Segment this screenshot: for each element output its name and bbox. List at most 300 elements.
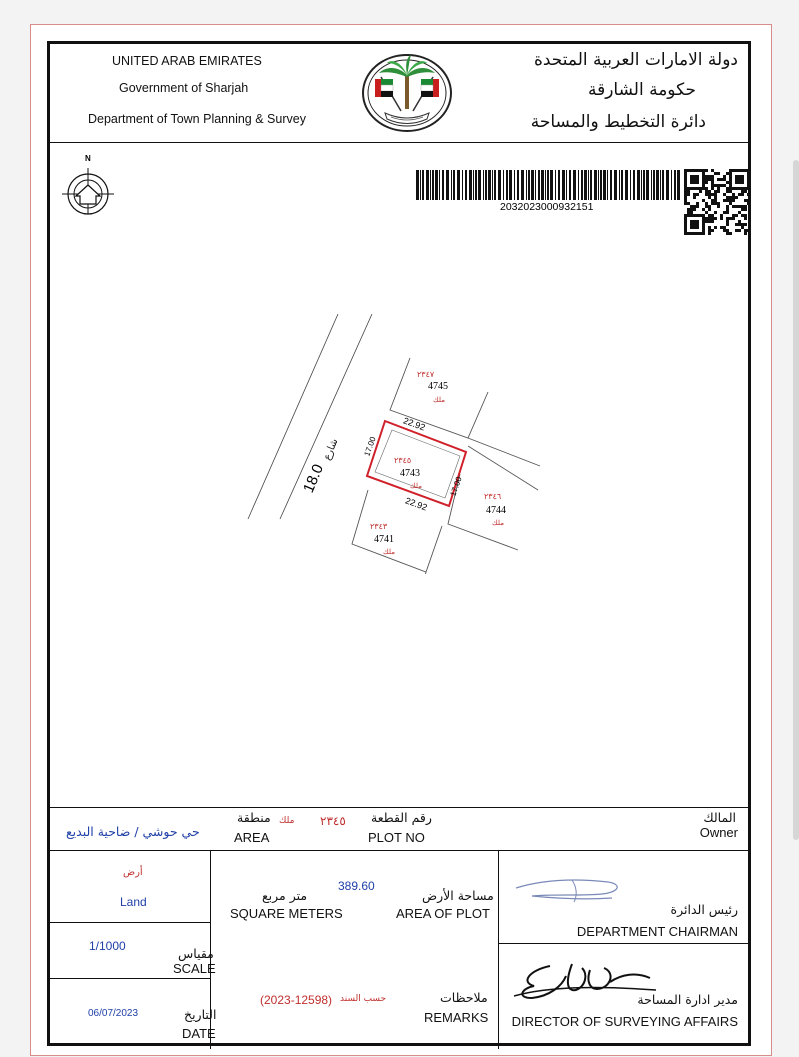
- barcode-bar: [569, 170, 571, 200]
- plot-label-en: PLOT NO: [368, 830, 425, 845]
- plot-number: 4741: [374, 534, 394, 545]
- qr-module: [687, 214, 690, 217]
- land-divider: [50, 922, 210, 923]
- qr-module: [690, 208, 693, 211]
- qr-module: [732, 196, 735, 199]
- qr-module: [690, 178, 693, 181]
- dim-bottom-label: 22.92: [403, 495, 429, 513]
- qr-module: [720, 178, 723, 181]
- signature-icon: [512, 872, 632, 906]
- qr-module: [726, 181, 729, 184]
- qr-module: [714, 184, 717, 187]
- qr-module: [708, 217, 711, 220]
- area-value-number: 389.60: [338, 879, 375, 893]
- qr-module: [747, 169, 750, 172]
- chairman-divider: [498, 943, 748, 944]
- barcode-bar: [478, 170, 481, 200]
- barcode-bar: [547, 170, 549, 200]
- qr-module: [687, 193, 690, 196]
- qr-module: [741, 208, 744, 211]
- qr-module: [687, 232, 690, 235]
- qr-module: [708, 229, 711, 232]
- qr-module: [711, 181, 714, 184]
- qr-module: [741, 181, 744, 184]
- qr-module: [693, 208, 696, 211]
- scale-ar: مقياس: [178, 946, 214, 961]
- area-label-en: AREA: [234, 830, 270, 845]
- barcode-bar: [555, 170, 556, 200]
- qr-module: [741, 223, 744, 226]
- qr-module: [735, 181, 738, 184]
- barcode-bar: [600, 170, 602, 200]
- area-value: حي حوشي / ضاحية البديع: [66, 824, 200, 839]
- qr-module: [711, 178, 714, 181]
- qr-module: [744, 190, 747, 193]
- country-en: UNITED ARAB EMIRATES: [112, 54, 262, 68]
- qr-module: [705, 217, 708, 220]
- qr-module: [693, 205, 696, 208]
- qr-module: [693, 181, 696, 184]
- qr-module: [702, 232, 705, 235]
- qr-module: [717, 172, 720, 175]
- qr-module: [702, 184, 705, 187]
- qr-module: [702, 178, 705, 181]
- qr-module: [684, 181, 687, 184]
- road-edge-right: [280, 314, 372, 519]
- qr-module: [747, 229, 750, 232]
- plot-map-drawing: [220, 314, 580, 574]
- qr-module: [738, 223, 741, 226]
- qr-module: [729, 202, 732, 205]
- qr-module: [744, 205, 747, 208]
- qr-module: [684, 175, 687, 178]
- qr-module: [696, 232, 699, 235]
- qr-module: [696, 202, 699, 205]
- area-plot-ar: مساحة الأرض: [422, 888, 494, 903]
- qr-module: [699, 187, 702, 190]
- qr-module: [702, 175, 705, 178]
- road-width-label: 18.0: [300, 461, 328, 496]
- qr-module: [714, 226, 717, 229]
- qr-module: [687, 187, 690, 190]
- barcode-bar: [588, 170, 589, 200]
- qr-module: [729, 190, 732, 193]
- qr-module: [714, 190, 717, 193]
- qr-module: [708, 205, 711, 208]
- qr-module: [711, 193, 714, 196]
- barcode-bar: [566, 170, 567, 200]
- date-value: 06/07/2023: [88, 1008, 139, 1019]
- qr-module: [726, 211, 729, 214]
- qr-module: [705, 169, 708, 172]
- remarks-value: (2023-12598): [260, 993, 333, 1007]
- qr-module: [726, 172, 729, 175]
- qr-module: [741, 214, 744, 217]
- dept-chair-en: DEPARTMENT CHAIRMAN: [576, 924, 738, 939]
- barcode-bar: [656, 170, 659, 200]
- qr-module: [690, 220, 693, 223]
- barcode-bar: [614, 170, 617, 200]
- qr-module: [711, 175, 714, 178]
- barcode-bar: [541, 170, 544, 200]
- qr-module: [684, 193, 687, 196]
- qr-module: [702, 226, 705, 229]
- qr-module: [699, 232, 702, 235]
- scale-divider: [50, 978, 210, 979]
- qr-module: [684, 187, 687, 190]
- qr-module: [696, 205, 699, 208]
- qr-module: [732, 187, 735, 190]
- qr-module: [705, 211, 708, 214]
- qr-module: [735, 223, 738, 226]
- qr-module: [690, 205, 693, 208]
- plot-value: ٢٣٤٥: [320, 814, 346, 828]
- qr-module: [738, 187, 741, 190]
- qr-module: [723, 178, 726, 181]
- barcode-bar: [610, 170, 612, 200]
- qr-module: [717, 184, 720, 187]
- barcode-bar: [590, 170, 592, 200]
- qr-module: [702, 214, 705, 217]
- qr-module: [738, 181, 741, 184]
- qr-module: [708, 232, 711, 235]
- director-en: DIRECTOR OF SURVEYING AFFAIRS: [511, 1014, 738, 1029]
- barcode-bar: [643, 170, 645, 200]
- middle-column-divider: [498, 850, 499, 1049]
- qr-module: [732, 205, 735, 208]
- plot-tag: ملك: [383, 549, 395, 556]
- document-frame: [47, 41, 751, 1046]
- header-divider: [50, 142, 748, 143]
- barcode-bar: [453, 170, 455, 200]
- qr-module: [711, 184, 714, 187]
- qr-module: [726, 217, 729, 220]
- qr-module: [726, 199, 729, 202]
- qr-module: [696, 226, 699, 229]
- owner-label-en: Owner: [699, 825, 738, 840]
- qr-module: [684, 184, 687, 187]
- qr-module: [720, 214, 723, 217]
- qr-module: [747, 181, 750, 184]
- qr-module: [717, 205, 720, 208]
- barcode-bar: [598, 170, 599, 200]
- area-plot-en: AREA OF PLOT: [396, 906, 490, 921]
- qr-module: [726, 187, 729, 190]
- barcode-icon: [416, 170, 680, 200]
- qr-module: [705, 205, 708, 208]
- barcode-bar: [485, 170, 487, 200]
- qr-module: [702, 181, 705, 184]
- dept-chair-ar: رئيس الدائرة: [670, 902, 738, 917]
- qr-module: [735, 178, 738, 181]
- qr-module: [747, 184, 750, 187]
- qr-module: [693, 214, 696, 217]
- barcode-bar: [488, 170, 491, 200]
- qr-module: [708, 196, 711, 199]
- date-en: DATE: [182, 1026, 216, 1041]
- qr-module: [729, 196, 732, 199]
- barcode-bar: [506, 170, 508, 200]
- qr-module: [744, 217, 747, 220]
- barcode-bar: [509, 170, 512, 200]
- qr-module: [690, 226, 693, 229]
- dim-top-label: 22.92: [401, 415, 427, 433]
- emblem-icon: [361, 53, 453, 133]
- qr-module: [723, 199, 726, 202]
- qr-module: [714, 202, 717, 205]
- barcode-bar: [603, 170, 606, 200]
- qr-module: [714, 211, 717, 214]
- barcode-bar: [662, 170, 664, 200]
- qr-module: [708, 220, 711, 223]
- qr-module: [702, 199, 705, 202]
- barcode-bar: [637, 170, 640, 200]
- qr-module: [705, 193, 708, 196]
- department-ar: دائرة التخطيط والمساحة: [530, 112, 706, 132]
- qr-module: [738, 205, 741, 208]
- barcode-bar: [641, 170, 642, 200]
- qr-module: [693, 169, 696, 172]
- qr-module: [705, 190, 708, 193]
- qr-module: [723, 226, 726, 229]
- qr-module: [744, 232, 747, 235]
- barcode-bar: [494, 170, 496, 200]
- qr-module: [693, 196, 696, 199]
- qr-module: [684, 232, 687, 235]
- barcode-bar: [514, 170, 515, 200]
- qr-module: [726, 196, 729, 199]
- qr-module: [708, 175, 711, 178]
- qr-module: [690, 223, 693, 226]
- qr-module: [723, 184, 726, 187]
- qr-module: [693, 223, 696, 226]
- owner-label-ar: المالك: [703, 810, 736, 825]
- qr-module: [735, 205, 738, 208]
- qr-module: [738, 178, 741, 181]
- qr-module: [693, 175, 696, 178]
- barcode-bar: [465, 170, 467, 200]
- qr-module: [714, 172, 717, 175]
- barcode-bar: [578, 170, 579, 200]
- barcode-bar: [420, 170, 421, 200]
- qr-module: [684, 178, 687, 181]
- barcode-bar: [469, 170, 472, 200]
- plot-tag: ملك: [492, 520, 504, 527]
- qr-module: [702, 172, 705, 175]
- qr-module: [687, 190, 690, 193]
- qr-module: [744, 214, 747, 217]
- qr-module: [702, 169, 705, 172]
- barcode-bar: [446, 170, 449, 200]
- qr-module: [711, 202, 714, 205]
- qr-module: [684, 223, 687, 226]
- qr-module: [696, 220, 699, 223]
- qr-module: [687, 211, 690, 214]
- barcode-bar: [674, 170, 676, 200]
- barcode-bar: [625, 170, 628, 200]
- barcode-bar: [492, 170, 493, 200]
- qr-module: [702, 220, 705, 223]
- qr-module: [729, 217, 732, 220]
- qr-module: [744, 208, 747, 211]
- qr-module: [708, 214, 711, 217]
- qr-module: [711, 220, 714, 223]
- qr-module: [726, 232, 729, 235]
- barcode-bar: [416, 170, 419, 200]
- barcode-bar: [528, 170, 530, 200]
- qr-module: [684, 202, 687, 205]
- qr-module: [711, 217, 714, 220]
- plot-ar-number: ٢٣٤٦: [484, 492, 502, 501]
- scrollbar[interactable]: [793, 160, 799, 840]
- plot-label-ar: رقم القطعة: [371, 810, 432, 825]
- barcode-bar: [594, 170, 597, 200]
- plot-map: [220, 314, 580, 574]
- qr-module: [705, 178, 708, 181]
- qr-module: [705, 187, 708, 190]
- qr-module: [690, 169, 693, 172]
- qr-module: [717, 190, 720, 193]
- qr-module: [696, 187, 699, 190]
- barcode-bar: [562, 170, 565, 200]
- qr-module: [732, 199, 735, 202]
- qr-module: [696, 193, 699, 196]
- barcode-bar: [426, 170, 429, 200]
- qr-module: [717, 202, 720, 205]
- qr-module: [720, 184, 723, 187]
- barcode-bar: [558, 170, 560, 200]
- qr-module: [723, 211, 726, 214]
- qr-module: [744, 199, 747, 202]
- qr-module: [696, 178, 699, 181]
- sharjah-emblem: [361, 53, 453, 133]
- north-arrow: [60, 156, 116, 216]
- land-en: Land: [120, 895, 147, 909]
- qr-module: [732, 193, 735, 196]
- qr-module: [747, 193, 750, 196]
- qr-module: [729, 172, 732, 175]
- barcode-bar: [651, 170, 652, 200]
- qr-module: [747, 172, 750, 175]
- info-top-divider: [50, 807, 748, 808]
- qr-module: [741, 193, 744, 196]
- qr-module: [729, 199, 732, 202]
- barcode-bar: [653, 170, 655, 200]
- barcode-bar: [535, 170, 536, 200]
- qr-module: [729, 178, 732, 181]
- barcode-bar: [538, 170, 540, 200]
- qr-module: [702, 229, 705, 232]
- north-label: N: [85, 154, 91, 163]
- land-ar: أرض: [123, 867, 143, 878]
- qr-module: [735, 196, 738, 199]
- qr-module: [714, 217, 717, 220]
- qr-module: [726, 223, 729, 226]
- qr-module: [741, 187, 744, 190]
- qr-module: [699, 169, 702, 172]
- qr-module: [735, 214, 738, 217]
- qr-module: [690, 175, 693, 178]
- plot-ar-number: ٢٣٤٥: [394, 456, 412, 465]
- qr-module: [741, 178, 744, 181]
- qr-module: [705, 181, 708, 184]
- barcode-bar: [677, 170, 680, 200]
- qr-module: [705, 220, 708, 223]
- qr-module: [702, 217, 705, 220]
- qr-module: [693, 226, 696, 229]
- barcode-bar: [581, 170, 583, 200]
- qr-module: [696, 214, 699, 217]
- road-edge-left: [248, 314, 338, 519]
- qr-module: [717, 187, 720, 190]
- chairman-signature: [512, 872, 632, 906]
- qr-module: [684, 220, 687, 223]
- qr-module: [699, 214, 702, 217]
- qr-module: [735, 187, 738, 190]
- qr-module: [729, 181, 732, 184]
- barcode-bar: [607, 170, 608, 200]
- qr-module: [711, 229, 714, 232]
- qr-module: [690, 214, 693, 217]
- department-en: Department of Town Planning & Survey: [88, 112, 306, 126]
- plot-number: 4743: [400, 468, 420, 479]
- qr-module: [687, 169, 690, 172]
- qr-module: [738, 220, 741, 223]
- qr-module: [708, 226, 711, 229]
- barcode: [416, 170, 680, 200]
- qr-module: [717, 178, 720, 181]
- qr-module: [735, 229, 738, 232]
- barcode-bar: [666, 170, 669, 200]
- qr-module: [693, 193, 696, 196]
- barcode-bar: [660, 170, 661, 200]
- qr-module: [684, 172, 687, 175]
- qr-module: [723, 229, 726, 232]
- government-ar: حكومة الشارقة: [587, 80, 696, 100]
- qr-module: [714, 193, 717, 196]
- qr-module: [729, 169, 732, 172]
- scale-value: 1/1000: [89, 939, 126, 953]
- government-en: Government of Sharjah: [119, 81, 249, 95]
- qr-module: [696, 223, 699, 226]
- dim-right-label: 17.00: [448, 475, 464, 498]
- barcode-number: 2032023000932151: [500, 201, 594, 213]
- remarks-en: REMARKS: [424, 1010, 489, 1025]
- barcode-bar: [462, 170, 463, 200]
- remarks-note-ar: حسب السند: [340, 994, 387, 1004]
- plot-tag-badge: ملك: [279, 816, 295, 826]
- remarks-ar: ملاحظات: [440, 990, 488, 1005]
- barcode-bar: [550, 170, 553, 200]
- barcode-bar: [619, 170, 620, 200]
- qr-module: [726, 220, 729, 223]
- qr-module: [747, 187, 750, 190]
- barcode-bar: [517, 170, 519, 200]
- qr-module: [708, 190, 711, 193]
- qr-code: [684, 169, 750, 235]
- qr-module: [690, 232, 693, 235]
- country-ar: دولة الامارات العربية المتحدة: [533, 50, 738, 70]
- qr-module: [732, 217, 735, 220]
- barcode-bar: [503, 170, 504, 200]
- plot-tag: ملك: [410, 483, 422, 490]
- plot-ar-number: ٢٣٤٣: [370, 522, 388, 531]
- qr-module: [744, 187, 747, 190]
- qr-module: [738, 211, 741, 214]
- qr-module: [702, 223, 705, 226]
- qr-module: [747, 178, 750, 181]
- qr-module: [705, 202, 708, 205]
